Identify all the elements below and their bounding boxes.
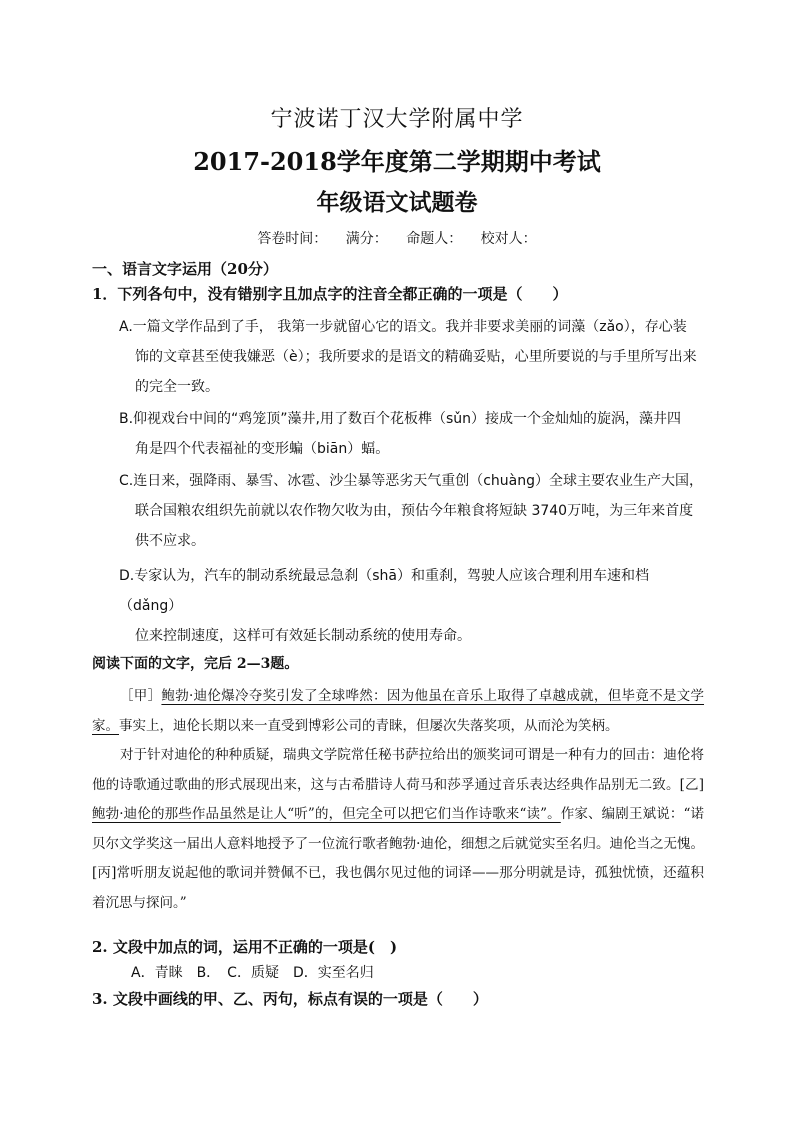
question-2-options: A．青睐 B． C．质疑 D．实至名归 <box>131 965 374 981</box>
question-1-stem: 1．下列各句中，没有错别字且加点字的注音全都正确的一项是（ ） <box>92 285 568 303</box>
exam-meta: 答卷时间： 满分： 命题人： 校对人： <box>257 231 537 247</box>
option-a <box>119 312 705 402</box>
option-b-rest: 角是四个代表福祉的变形蝙（biān）蝠。 <box>135 441 390 457</box>
reading-passage <box>92 682 704 918</box>
underlined-sentence-jia: 鲍勃·迪伦爆冷夺奖引发了全球哗然：因为他虽在音乐上取得了卓越成就，但毕竟不是文学家。 <box>92 688 705 734</box>
mark-jia: ［甲］ <box>120 688 162 704</box>
option-d-rest: 位来控制速度，这样可有效延长制动系统的使用寿命。 <box>135 628 471 644</box>
school-name: 宁波诺丁汉大学附属中学 <box>270 107 524 132</box>
option-a-line1: A.一篇文学作品到了手， 我第一步就留心它的语文。我并非要求美丽的词藻（zǎo），存心装 <box>119 319 687 335</box>
question-3-stem: 3. 文段中画线的甲、乙、丙句，标点有误的一项是（ ） <box>92 990 488 1008</box>
exam-title: 2017-2018学年度第二学期期中考试 <box>193 147 601 176</box>
passage-p2-b: 作家、编剧王斌说：“诺贝尔文学奖这一届出人意料地授予了一位流行歌者鲍勃·迪伦，细想之后就觉实至名归。迪伦当之无愧。[丙]常听朋友说起他的歌词并赞佩不已，我也偶尔见过他的词译——那分明就是诗，孤独忧愤，还蕴积着沉思与探问。” <box>92 806 704 911</box>
section-title: 一、语言文字运用（20分） <box>92 260 278 278</box>
option-b-line1: B.仰视戏台中间的“鸡笼顶”藻井,用了数百个花板榫（sǔn）接成一个金灿灿的旋涡，藻井四 <box>119 411 682 427</box>
passage-p1-rest: 事实上，迪伦长期以来一直受到博彩公司的青睐，但屡次失落奖项，从而沦为笑柄。 <box>119 717 619 734</box>
option-d <box>119 561 705 651</box>
question-2-stem: 2. 文段中加点的词，运用不正确的一项是( ) <box>92 938 398 956</box>
option-c-rest: 联合国粮农组织先前就以农作物欠收为由，预估今年粮食将短缺 3740万吨，为三年来首度供不应求。 <box>135 503 694 549</box>
passage-paragraph-2 <box>92 741 704 918</box>
option-a-rest: 饰的文章甚至使我嫌恶（è）；我所要求的是语文的精确妥贴，心里所要说的与手里所写出来的完全一致。 <box>135 349 697 395</box>
paper-title: 年级语文试题卷 <box>316 189 478 216</box>
option-c <box>119 466 705 556</box>
option-c-line1: C.连日来，强降雨、暴雪、冰雹、沙尘暴等恶劣天气重创（chuàng）全球主要农业生产大国， <box>119 473 704 489</box>
option-d-line1: D.专家认为，汽车的制动系统最忌急刹（shā）和重刹，驾驶人应该合理利用车速和档（dǎng） <box>119 568 649 614</box>
underlined-sentence-yi: 鲍勃·迪伦的那些作品虽然是让人“听”的，但完全可以把它们当作诗歌来“读”。 <box>92 806 561 822</box>
passage-paragraph-1 <box>92 682 704 741</box>
option-b <box>119 404 705 464</box>
reading-instruction: 阅读下面的文字，完后 2—3题。 <box>92 656 299 672</box>
passage-p2-a: 对于针对迪伦的种种质疑，瑞典文学院常任秘书萨拉给出的颁奖词可谓是一种有力的回击：迪伦将他的诗歌通过歌曲的形式展现出来，这与古希腊诗人荷马和莎孚通过音乐表达经典作品别无二致。[乙] <box>92 747 704 793</box>
